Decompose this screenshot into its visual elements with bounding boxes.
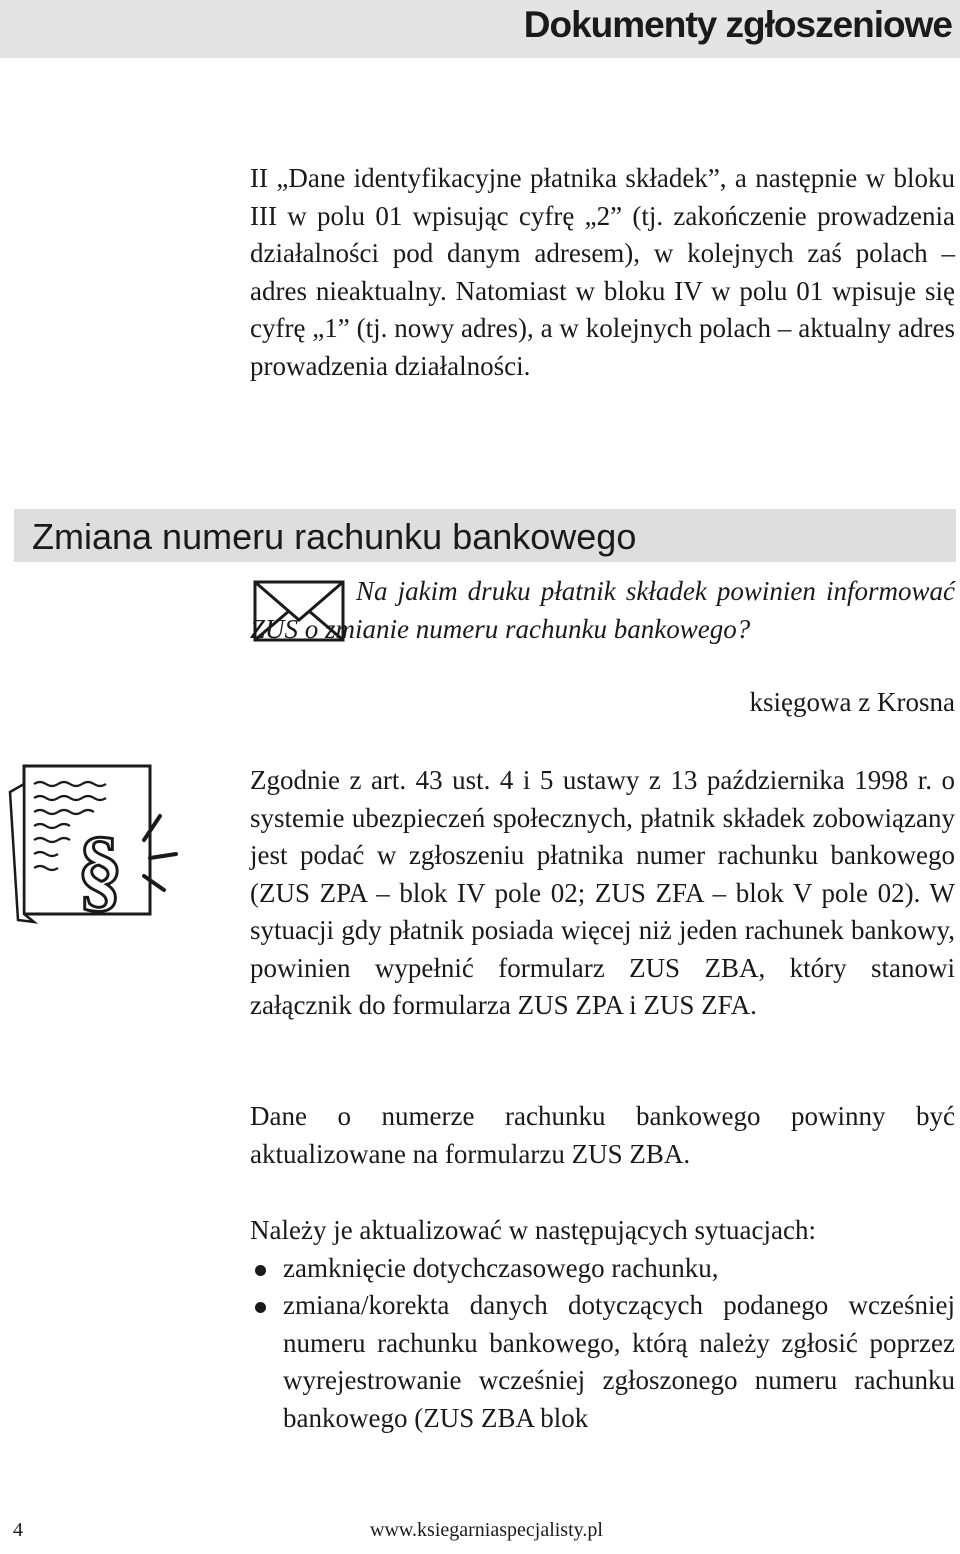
bullet-icon xyxy=(255,1302,266,1313)
list-item-text: zamknięcie dotychczasowego rachunku, xyxy=(283,1252,719,1283)
section-title: Zmiana numeru rachunku bankowego xyxy=(32,516,637,557)
situations-list xyxy=(250,1250,955,1438)
bullet-icon xyxy=(255,1265,266,1276)
list-item xyxy=(250,1287,955,1437)
footer-url[interactable]: www.ksiegarniaspecjalisty.pl xyxy=(370,1519,603,1541)
zba-paragraph: Dane o numerze rachunku bankowego powinny być aktualizowane na formularzu ZUS ZBA. xyxy=(250,1101,955,1169)
question-author: księgowa z Krosna xyxy=(749,687,955,717)
list-item-text: zmiana/korekta danych dotyczących podanego wcześniej numeru rachunku bankowego, którą należy zgłosić poprzez wyrejestrowanie wcześniej zgłoszonego numeru rachunku bankowego (ZUS ZBA blok xyxy=(283,1290,955,1433)
law-paragraph-icon xyxy=(4,762,184,927)
answer-paragraph: Zgodnie z art. 43 ust. 4 i 5 ustawy z 13 października 1998 r. o systemie ubezpieczeń społecznych, płatnik składek zobowiązany jest podać w zgłoszeniu płatnika numer rachunku bankowego (ZUS ZPA – blok IV pole 02; ZUS ZFA – blok V pole 02). W sytuacji gdy płatnik posiada więcej niż jeden rachunek bankowy, powinien wypełnić formularz ZUS ZBA, który stanowi załącznik do formularza ZUS ZPA i ZUS ZFA. xyxy=(250,765,955,1020)
page-title: Dokumenty zgłoszeniowe xyxy=(523,4,952,45)
situations-block xyxy=(250,1212,955,1437)
list-item xyxy=(250,1250,955,1288)
situations-intro: Należy je aktualizować w następujących sytuacjach: xyxy=(250,1215,816,1245)
page-number: 4 xyxy=(13,1519,23,1541)
intro-paragraph: II „Dane identyfikacyjne płatnika składek”, a następnie w bloku III w polu 01 wpisując cyfrę „2” (tj. zakończenie prowadzenia działalności pod danym adresem), w kolejnych zaś polach – adres nieaktualny. Natomiast w bloku IV w polu 01 wpisuje się cyfrę „1” (tj. nowy adres), a w kolejnych polach – aktualny adres prowadzenia działalności. xyxy=(250,163,955,381)
svg-text:§: § xyxy=(77,818,123,920)
question-text: Na jakim druku płatnik składek powinien informować ZUS o zmianie numeru rachunku bankowego? xyxy=(250,576,955,644)
